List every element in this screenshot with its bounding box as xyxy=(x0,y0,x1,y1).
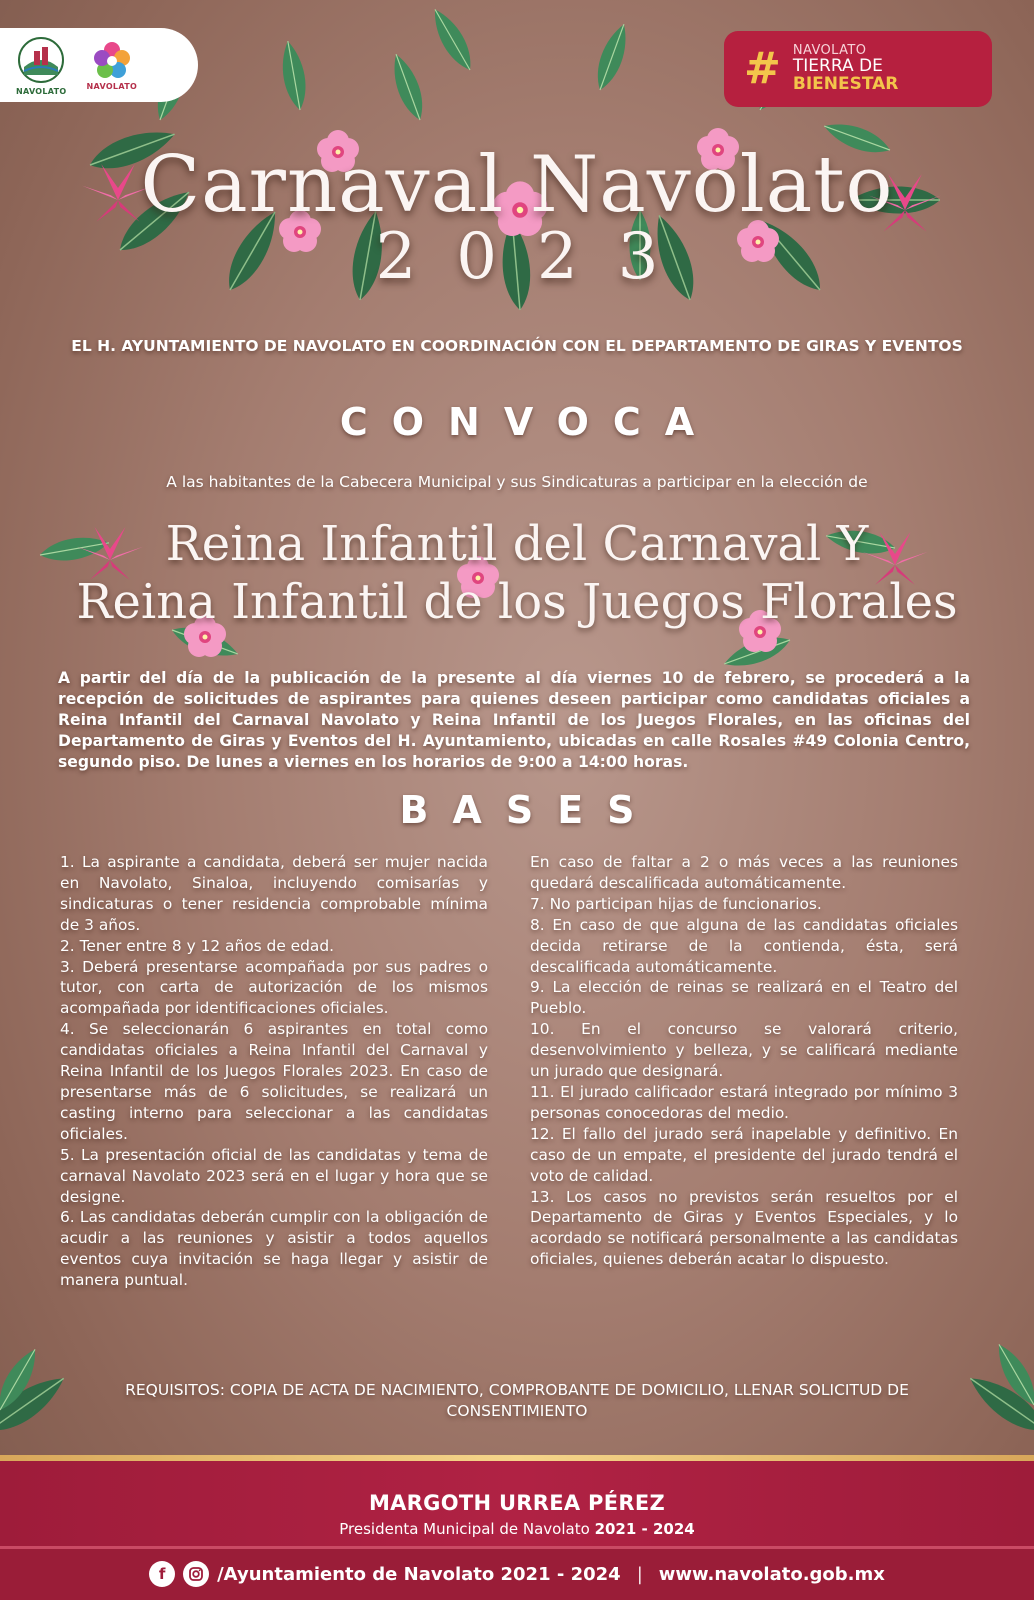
reina-title-line-2: Reina Infantil de los Juegos Florales xyxy=(76,574,958,630)
term-text: 2021 - 2024 xyxy=(594,1520,695,1538)
footer xyxy=(0,1461,1034,1600)
base-item: 4. Se seleccionarán 6 aspirantes en total como candidatas oficiales a Reina Infantil del Carnaval y Reina Infantil de los Juegos Florales 2023. En caso de presentarse más de 6 solicitudes, se realizará un casting interno para seleccionar a las candidatas oficiales. xyxy=(60,1020,488,1143)
seal-logo-label: NAVOLATO xyxy=(16,86,67,96)
base-item: 2. Tener entre 8 y 12 años de edad. xyxy=(60,936,335,955)
base-item: En caso de faltar a 2 o más veces a las reuniones quedará descalificada automáticamente. xyxy=(530,853,958,892)
footer-separator: | xyxy=(636,1563,643,1585)
website-link[interactable]: www.navolato.gob.mx xyxy=(658,1563,885,1585)
social-row xyxy=(0,1561,1034,1587)
reina-title xyxy=(0,515,1034,631)
base-item: 10. En el concurso se valorará criterio, desenvolvimiento y belleza, y se calificará mediante un jurado que designará. xyxy=(530,1020,958,1081)
facebook-icon[interactable]: f xyxy=(149,1561,175,1587)
base-item: 8. En caso de que alguna de las candidatas oficiales decida retirarse de la contienda, ésta, será descalificada automáticamente. xyxy=(530,915,958,976)
invite-text: A las habitantes de la Cabecera Municipal y sus Sindicaturas a participar en la elección de xyxy=(166,473,868,491)
base-item: 1. La aspirante a candidata, deberá ser mujer nacida en Navolato, Sinaloa, incluyendo comisarías y sindicaturas o tener residencia comprobable mínima de 3 años. xyxy=(60,853,488,934)
intro-heading: EL H. AYUNTAMIENTO DE NAVOLATO EN COORDINACIÓN CON EL DEPARTAMENTO DE GIRAS Y EVENTOS xyxy=(71,337,963,355)
base-item: 9. La elección de reinas se realizará en el Teatro del Pueblo. xyxy=(530,978,958,1018)
base-item: 13. Los casos no previstos serán resueltos por el Departamento de Giras y Eventos Especiales, y lo acordado se notificará personalmente a las candidatas oficiales, quienes deberán acatar lo dispuesto. xyxy=(530,1187,958,1269)
badge-line-1: NAVOLATO xyxy=(792,43,867,59)
announcement-paragraph: A partir del día de la publicación de la presente al día viernes 10 de febrero, se procederá a la recepción de solicitudes de aspirantes para quienes deseen participar como candidatas oficiales a Reina Infantil del Carnaval Navolato y Reina Infantil de los Juegos Florales, en las oficinas del Departamento de Giras y Eventos del H. Ayuntamiento, ubicadas en calle Rosales #49 Colonia Centro, segundo piso. De lunes a viernes en los horarios de 9:00 a 14:00 horas. xyxy=(58,669,970,771)
carnaval-year: 2023 xyxy=(375,220,699,294)
base-item: 11. El jurado calificador estará integrado por mínimo 3 personas conocedoras del medio. xyxy=(530,1082,958,1122)
carnaval-title: Carnaval Navolato xyxy=(140,140,894,230)
convoca-heading: CONVOCA xyxy=(339,400,719,444)
bases-right-column xyxy=(530,852,958,1270)
base-item: 3. Deberá presentarse acompañada por sus padres o tutor, con carta de autorización de los mismos acompañada por identificaciones oficiales. xyxy=(60,957,488,1018)
base-item: 5. La presentación oficial de las candidatas y tema de carnaval Navolato 2023 será en el lugar y hora que se designe. xyxy=(60,1145,488,1206)
flower-logo-label: NAVOLATO xyxy=(86,81,138,91)
hash-icon: # xyxy=(744,43,781,94)
badge-line-3: BIENESTAR xyxy=(792,73,899,94)
social-handle[interactable]: /Ayuntamiento de Navolato 2021 - 2024 xyxy=(217,1563,621,1585)
reina-title-line-1: Reina Infantil del Carnaval Y xyxy=(165,516,869,572)
instagram-icon[interactable] xyxy=(183,1561,209,1587)
requisitos-text: REQUISITOS: COPIA DE ACTA DE NACIMIENTO, COMPROBANTE DE DOMICILIO, LLENAR SOLICITUD DE CONSENTIMIENTO xyxy=(125,1381,909,1420)
role-text: Presidenta Municipal de Navolato xyxy=(339,1520,590,1538)
base-item: 6. Las candidatas deberán cumplir con la obligación de acudir a las reuniones y asistir a todos aquellos eventos cuya invitación se haga llegar y asistir de manera puntual. xyxy=(60,1208,488,1290)
president-name: MARGOTH URREA PÉREZ xyxy=(368,1491,666,1515)
president-role xyxy=(0,1520,1034,1538)
badge-line-2: TIERRA DE xyxy=(792,55,883,76)
base-item: 12. El fallo del jurado será inapelable y definitivo. En caso de un empate, el presidente del jurado tendrá el voto de calidad. xyxy=(530,1124,958,1185)
base-item: 7. No participan hijas de funcionarios. xyxy=(530,894,822,913)
bases-heading: BASES xyxy=(399,788,659,832)
hero-title-block xyxy=(0,70,1034,320)
bases-left-column xyxy=(60,852,488,1291)
